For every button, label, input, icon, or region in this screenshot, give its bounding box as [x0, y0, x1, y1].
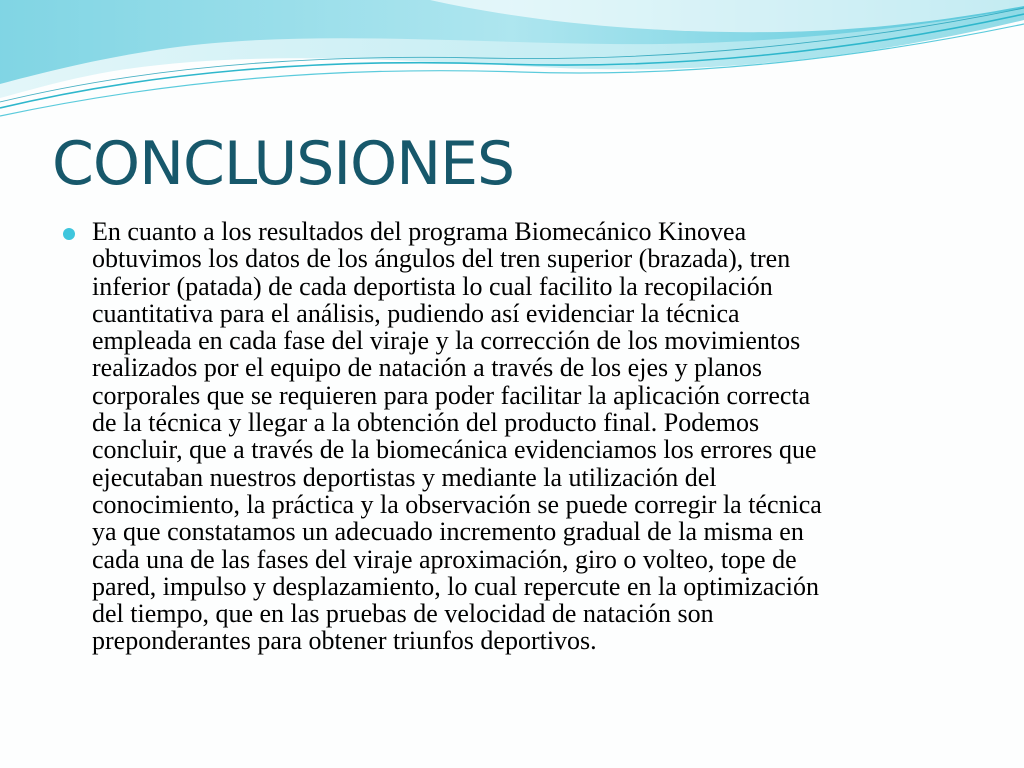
bullet-item: [62, 218, 962, 655]
bullet-dot-icon: [63, 228, 75, 240]
bullet-list: [62, 218, 962, 655]
slide-title: CONCLUSIONES: [52, 129, 515, 199]
bullet-text: En cuanto a los resultados del programa Biomecánico Kinovea obtuvimos los datos de los ángulos del tren superior (brazada), tren inferior (patada) de cada deportista lo cual facilito la recopilación cuantitativa para el análisis, pudiendo así evidenciar la técnica empleada en cada fase del viraje y la corrección de los movimientos realizados por el equipo de natación a través de los ejes y planos corporales que se requieren para poder facilitar la aplicación correcta de la técnica y llegar a la obtención del producto final. Podemos concluir, que a través de la biomecánica evidenciamos los errores que ejecutaban nuestros deportistas y mediante la utilización del conocimiento, la práctica y la observación se puede corregir la técnica ya que constatamos un adecuado incremento gradual de la misma en cada una de las fases del viraje aproximación, giro o volteo, tope de pared, impulso y desplazamiento, lo cual repercute en la optimización del tiempo, que en las pruebas de velocidad de natación son preponderantes para obtener triunfos deportivos.: [92, 217, 822, 656]
header-wave-decoration: [0, 0, 1024, 130]
